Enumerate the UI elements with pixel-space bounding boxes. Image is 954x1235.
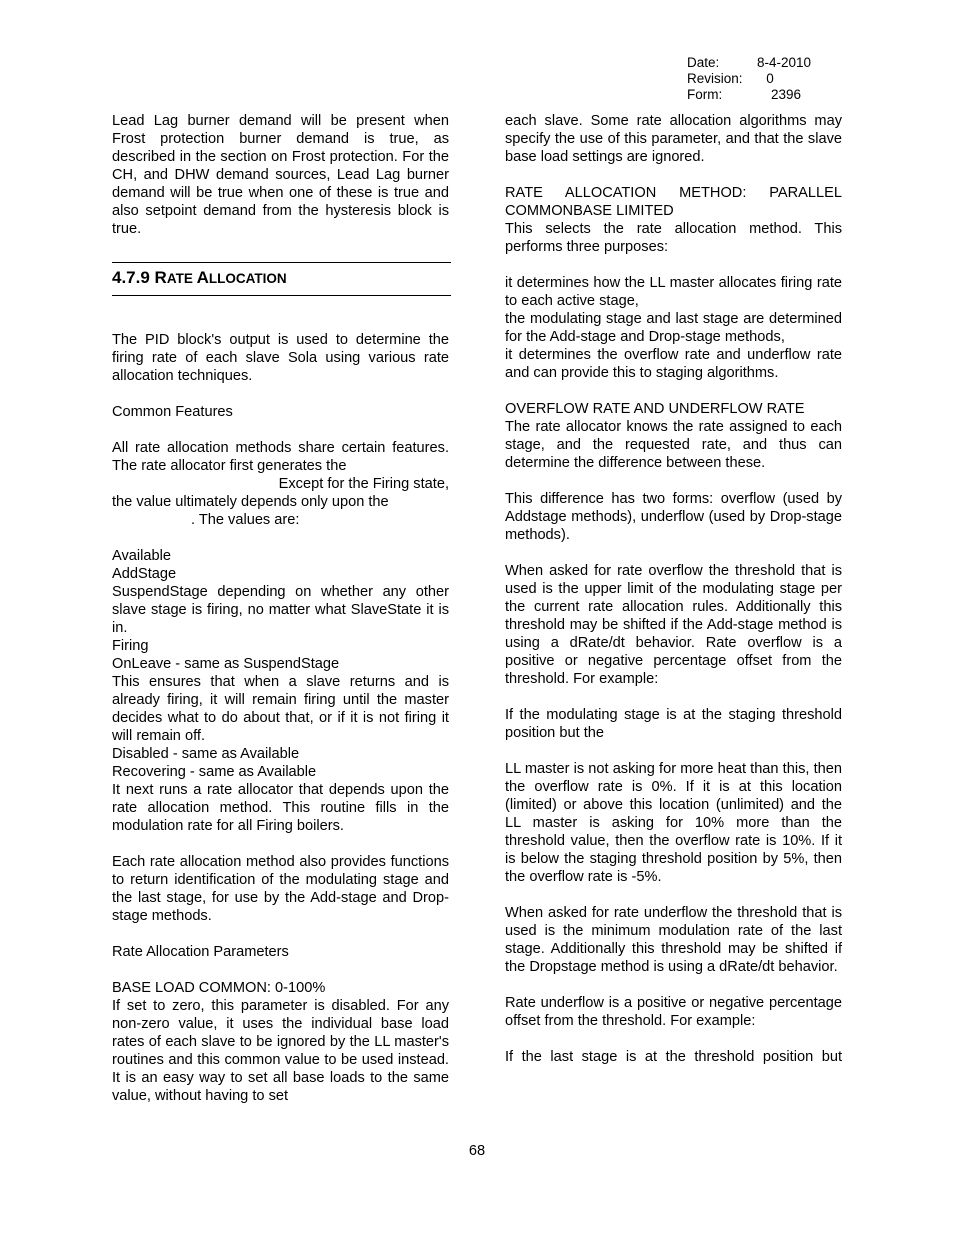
list-item: it determines the overflow rate and underflow rate and can provide this to staging algorithms.: [505, 347, 842, 381]
list-item: Disabled - same as Available: [112, 746, 300, 762]
common-features-text-c: the value ultimately depends only upon the: [112, 494, 389, 510]
parameter-base-load: BASE LOAD COMMON: 0-100%: [112, 980, 326, 996]
left-column: [112, 112, 449, 1105]
list-item: SuspendStage depending on whether any other slave stage is firing, no matter what SlaveState it is in.: [112, 584, 449, 636]
section-heading-box: [112, 262, 451, 296]
form-value: 2396: [770, 87, 802, 102]
page-number: 68: [468, 1143, 486, 1159]
paragraph-lead-lag-demand: Lead Lag burner demand will be present when Frost protection burner demand is true, as described in the section on Frost protection. For the CH, and DHW demand sources, Lead Lag burner demand will be true when one of these is true and also setpoint demand from the hysteresis block is true.: [112, 113, 449, 237]
list-item: Recovering - same as Available: [112, 764, 317, 780]
paragraph-slave-base-load: each slave. Some rate allocation algorithms may specify the use of this parameter, and that the slave base load settings are ignored.: [505, 113, 842, 165]
list-item: It next runs a rate allocator that depends upon the rate allocation method. This routine fills in the modulation rate for all Firing boilers.: [112, 782, 449, 834]
subheading-common-features: Common Features: [112, 404, 233, 420]
section-title-ate: ATE: [166, 271, 197, 286]
right-column: [505, 112, 842, 1066]
section-title-llocation: LLOCATION: [208, 271, 287, 286]
common-features-text-d: . The values are:: [191, 512, 300, 528]
parameter-rate-allocation-method: RATE ALLOCATION METHOD: PARALLEL COMMONBASE LIMITED: [505, 185, 842, 219]
section-title-r: R: [154, 268, 167, 287]
paragraph-underflow-offset: Rate underflow is a positive or negative percentage offset from the threshold. For example:: [505, 995, 842, 1029]
common-features-text-a: All rate allocation methods share certain features. The rate allocator first generates the: [112, 440, 449, 474]
paragraph-base-load: If set to zero, this parameter is disabled. For any non-zero value, it uses the individual base load rates of each slave to be ignored by the LL master's routines and this common value to be used instead. It is an easy way to set all base loads to the same value, without having to set: [112, 998, 449, 1104]
paragraph-rate-underflow: When asked for rate underflow the threshold that is used is the minimum modulation rate of the last stage. Additionally this threshold may be shifted if the Dropstage method is using a dRate/dt behavior.: [505, 905, 842, 975]
paragraph-identification: Each rate allocation method also provides functions to return identification of the modulating stage and the last stage, for use by the Add-stage and Drop-stage methods.: [112, 854, 449, 924]
list-item: This ensures that when a slave returns and is already firing, it will remain firing until the master decides what to do about that, or if it is not firing it will remain off.: [112, 674, 449, 744]
paragraph-rate-difference: The rate allocator knows the rate assigned to each stage, and the requested rate, and thus can determine the difference between these.: [505, 419, 842, 471]
list-item: Firing: [112, 638, 149, 654]
list-item: Available: [112, 548, 171, 564]
paragraph-underflow-example: If the last stage is at the threshold position but: [505, 1049, 842, 1065]
subheading-overflow-underflow: OVERFLOW RATE AND UNDERFLOW RATE: [505, 401, 805, 417]
list-item: AddStage: [112, 566, 177, 582]
document-header: [687, 55, 815, 103]
section-heading: [112, 268, 451, 289]
paragraph-common-features: [112, 439, 449, 529]
date-label: Date:: [687, 55, 720, 70]
form-label: Form:: [687, 87, 723, 102]
paragraph-overflow-example: LL master is not asking for more heat than this, then the overflow rate is 0%. If it is at this location (limited) or above this location (unlimited) and the LL master is asking for 10% more than the threshold value, then the overflow rate is 10%. If it is below the staging threshold position by 5%, then the overflow rate is -5%.: [505, 761, 842, 885]
paragraph-rate-overflow: When asked for rate overflow the threshold that is used is the upper limit of the modulating stage per the current rate allocation rules. Additionally this threshold may be shifted if the Add-stage method is using a dRate/dt behavior. Rate overflow is a positive or negative percentage offset from the threshold. For example:: [505, 563, 842, 687]
date-value: 8-4-2010: [757, 55, 812, 70]
section-number: 4.7.9: [112, 268, 150, 287]
section-title-a: A: [196, 268, 209, 287]
list-item: the modulating stage and last stage are determined for the Add-stage and Drop-stage methods,: [505, 311, 842, 345]
paragraph-overflow-example-start: If the modulating stage is at the staging threshold position but the: [505, 707, 842, 741]
revision-value: 0: [766, 71, 774, 86]
list-item: it determines how the LL master allocates firing rate to each active stage,: [505, 275, 842, 309]
paragraph-pid-output: The PID block's output is used to determine the firing rate of each slave Sola using various rate allocation techniques.: [112, 332, 449, 384]
paragraph-difference-forms: This difference has two forms: overflow (used by Addstage methods), underflow (used by Drop-stage methods).: [505, 491, 842, 543]
revision-label: Revision:: [687, 71, 743, 86]
list-item: OnLeave - same as SuspendStage: [112, 656, 340, 672]
subheading-rate-params: Rate Allocation Parameters: [112, 944, 289, 960]
common-features-text-b: Except for the Firing state,: [278, 476, 449, 492]
paragraph-method-purposes: This selects the rate allocation method. This performs three purposes:: [505, 221, 842, 255]
